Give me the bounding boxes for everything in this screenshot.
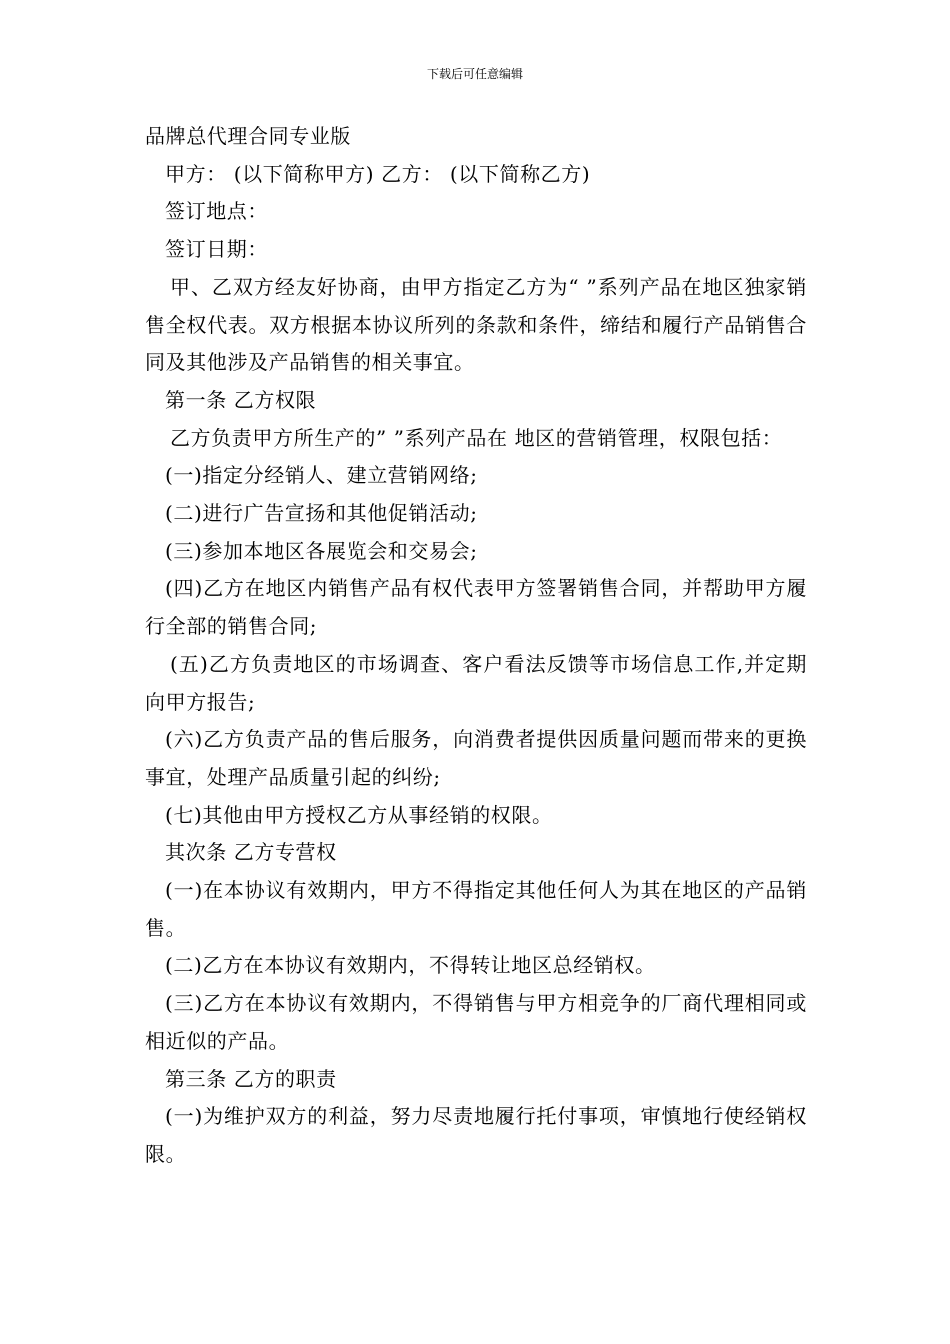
- article2-title: 其次条 乙方专营权: [165, 840, 337, 865]
- sign-place-line: 签订地点：: [165, 199, 268, 224]
- article2-item: (二)乙方在本协议有效期内，不得转让地区总经销权。: [165, 953, 656, 978]
- article1-intro: 乙方负责甲方所生产的” ”系列产品在 地区的营销管理，权限包括：: [170, 425, 783, 450]
- document-title: 品牌总代理合同专业版: [145, 124, 351, 148]
- article1-item: (七)其他由甲方授权乙方从事经销的权限。: [165, 802, 553, 827]
- article3-title: 第三条 乙方的职责: [165, 1066, 337, 1091]
- page-header-note: 下载后可任意编辑: [426, 67, 523, 81]
- document-body: [145, 118, 807, 1174]
- sign-date-line: 签订日期：: [165, 237, 268, 262]
- article1-item: (四)乙方在地区内销售产品有权代表甲方签署销售合同，并帮助甲方履行全部的销售合同;: [145, 576, 807, 639]
- intro-paragraph: 甲、乙双方经友好协商，由甲方指定乙方为“ ”系列产品在地区独家销售全权代表。双方根据本协议所列的条款和条件，缔结和履行产品销售合同及其他涉及产品销售的相关事宜。: [145, 274, 807, 375]
- article1-item: (一)指定分经销人、建立营销网络;: [165, 463, 478, 488]
- article1-item: (二)进行广告宣扬和其他促销活动;: [165, 501, 478, 526]
- article1-title: 第一条 乙方权限: [165, 387, 317, 412]
- article1-item: (三)参加本地区各展览会和交易会;: [165, 538, 478, 563]
- article3-item: (一)为维护双方的利益，努力尽责地履行托付事项，审慎地行使经销权限。: [145, 1104, 807, 1166]
- article1-item: (五)乙方负责地区的市场调查、客户看法反馈等市场信息工作,并定期向甲方报告;: [145, 651, 807, 714]
- article2-item: (一)在本协议有效期内，甲方不得指定其他任何人为其在地区的产品销售。: [145, 878, 807, 940]
- parties-line: 甲方： (以下简称甲方) 乙方： (以下简称乙方): [165, 161, 591, 186]
- article1-item: (六)乙方负责产品的售后服务，向消费者提供因质量问题而带来的更换事宜，处理产品质量引起的纠纷;: [145, 727, 807, 789]
- article2-item: (三)乙方在本协议有效期内，不得销售与甲方相竞争的厂商代理相同或相近似的产品。: [145, 991, 807, 1053]
